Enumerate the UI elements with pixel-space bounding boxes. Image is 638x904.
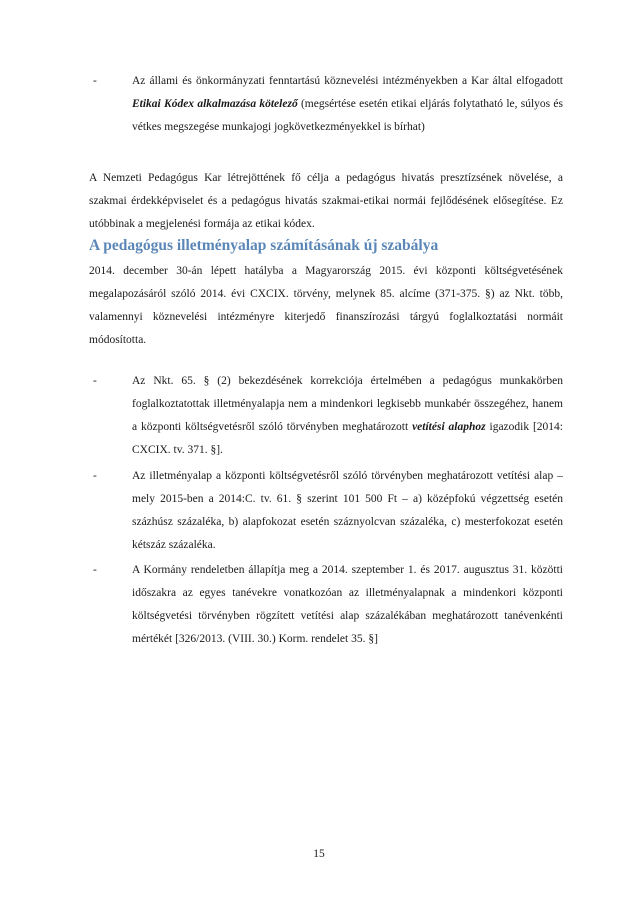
list-dash: - (93, 375, 97, 387)
emphasis-text: vetítési alaphoz (412, 421, 486, 433)
emphasis-text: Etikai Kódex alkalmazása kötelező (132, 98, 298, 110)
list-dash: - (93, 470, 97, 482)
list-dash: - (93, 564, 97, 576)
list-item-text: Az illetményalap a központi költségvetésről szóló törvényben meghatározott vetítési alap – mely 2015-ben a 2014:C. tv. 61. § szerint 101 500 Ft – a) középfokú végzettség esetén százhúsz százaléka, b) alapfokozat esetén száznyolcvan százaléka, c) mesterfokozat esetén kétszáz százaléka. (132, 470, 563, 551)
section-heading: A pedagógus illetményalap számításának új szabálya (89, 237, 439, 254)
list-item (93, 559, 563, 651)
list-item-text: A Kormány rendeletben állapítja meg a 2014. szeptember 1. és 2017. augusztus 31. közötti időszakra az egyes tanévekre vonatkozóan az illetményalapnak a mindenkori központi költségvetési törvényben rögzített vetítési alap százalékában meghatározott tanévenkénti mértékét [326/2013. (VIII. 30.) Korm. rendelet 35. §] (132, 564, 563, 645)
list-item (93, 370, 563, 462)
list-item-text: Az állami és önkormányzati fenntartású köznevelési intézményekben a Kar által elfogadott Etikai Kódex alkalmazása kötelező (megsértése esetén etikai eljárás folytatható le, súlyos és vétkes megszegése munkajogi jogkövetkezményekkel is bírhat) (132, 75, 564, 133)
list-item-text: Az Nkt. 65. § (2) bekezdésének korrekciója értelmében a pedagógus munkakörben foglalkoztatottak illetményalapja nem a mindenkori legkisebb munkabér összegéhez, hanem a központi költségvetésről szóló törvényben meghatározott vetítési alaphoz igazodik [2014: CXCIX. tv. 371. §]. (132, 375, 564, 456)
section-paragraph: 2014. december 30-án lépett hatályba a Magyarország 2015. évi központi költségvetésének megalapozásáról szóló 2014. évi CXCIX. törvény, melynek 85. alcíme (371-375. §) az Nkt. több, valamennyi köznevelési intézményre kiterjedő finanszírozási tárgyú foglalkoztatási normáit módosította. (89, 265, 563, 346)
list-item (93, 70, 563, 139)
intro-paragraph: A Nemzeti Pedagógus Kar létrejöttének fő célja a pedagógus hivatás presztízsének növelése, a szakmai érdekképviselet és a pedagógus hivatás szakmai-etikai normái fejlődésének elősegítése. Ez utóbbinak a megjelenési formája az etikai kódex. (89, 172, 563, 230)
page-number: 15 (313, 848, 325, 860)
list-item (93, 465, 563, 557)
list-dash: - (93, 75, 97, 87)
